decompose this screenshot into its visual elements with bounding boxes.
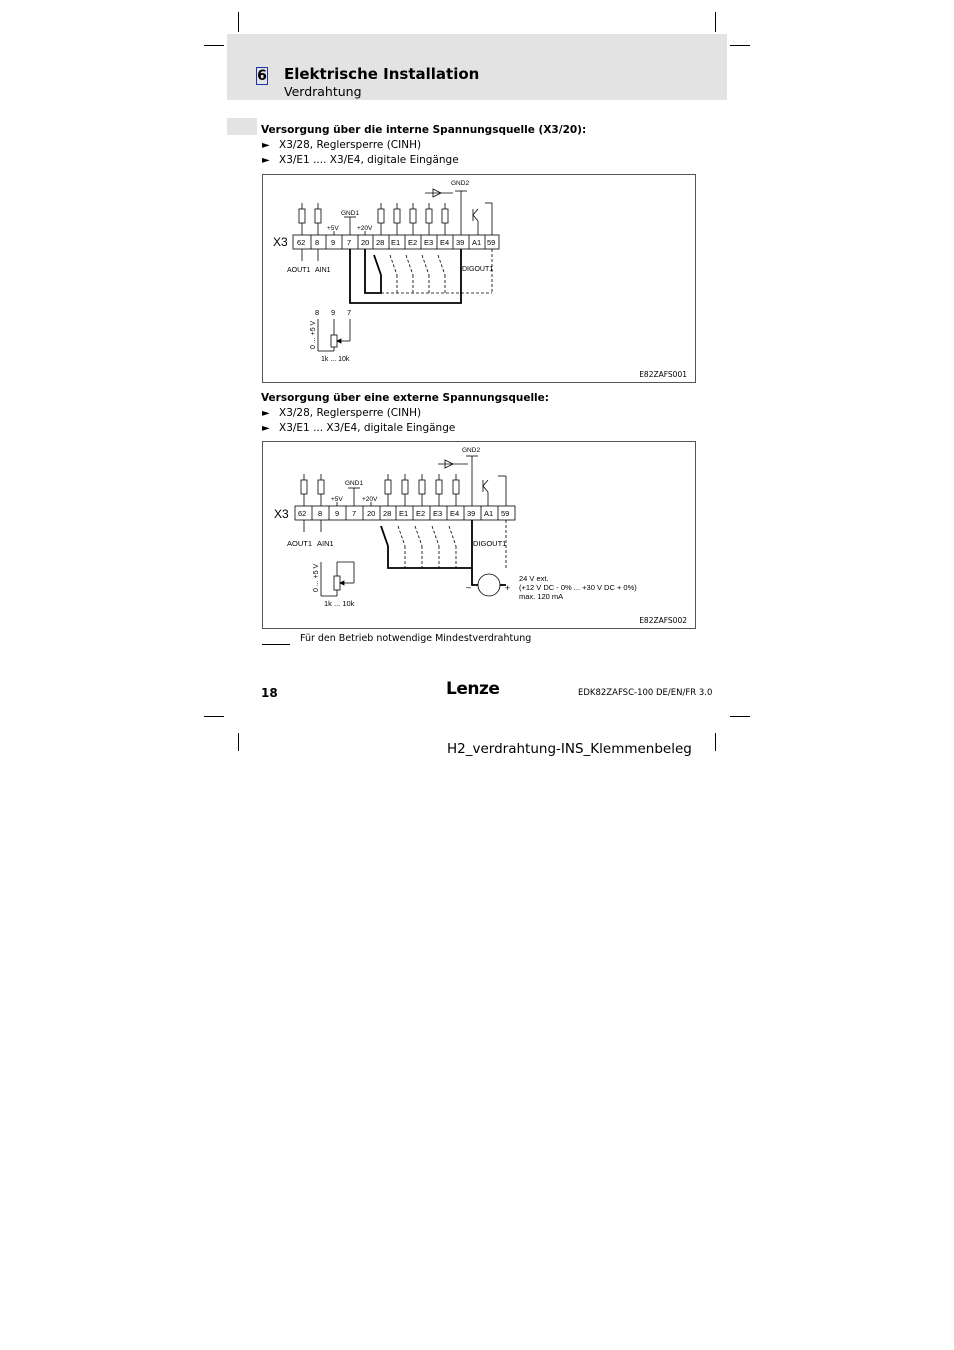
terminal-label: 62 xyxy=(298,509,307,518)
wiring-diagram-external-svg xyxy=(263,442,695,628)
gnd1-label: GND1 xyxy=(345,480,364,487)
terminal-label: A1 xyxy=(472,238,482,247)
pot-range-label: 1k ... 10k xyxy=(321,356,350,363)
crop-mark xyxy=(730,45,750,46)
supply-line: max. 120 mA xyxy=(519,592,564,601)
section1-bullet xyxy=(262,154,459,166)
crop-mark xyxy=(715,12,716,32)
crop-mark xyxy=(730,716,750,717)
terminal-label: 20 xyxy=(361,238,370,247)
digout1-label: DIGOUT1 xyxy=(462,266,494,273)
digout1-label: DIGOUT1 xyxy=(473,539,507,548)
terminal-label: E4 xyxy=(450,509,460,518)
terminal-label: E4 xyxy=(440,238,450,247)
plus20v-label: +20V xyxy=(357,225,373,232)
document-id: EDK82ZAFSC-100 DE/EN/FR 3.0 xyxy=(578,688,713,698)
terminal-label: E2 xyxy=(408,238,418,247)
pot-voltage-label: 0 ... +5 V xyxy=(310,320,317,349)
connector-label: X3 xyxy=(274,507,289,521)
bullet-arrow-icon: ► xyxy=(262,408,270,419)
terminal-label: 28 xyxy=(383,509,392,518)
crop-mark xyxy=(204,45,224,46)
section2-bullet xyxy=(262,422,455,434)
terminal-label: E1 xyxy=(399,509,409,518)
plus5v-label: +5V xyxy=(327,225,339,232)
supply-line: (+12 V DC - 0% ... +30 V DC + 0%) xyxy=(519,583,637,592)
chapter-subtitle: Verdrahtung xyxy=(284,84,362,99)
page-number: 18 xyxy=(261,686,278,700)
terminal-label: 39 xyxy=(456,238,465,247)
wiring-diagram-external xyxy=(262,441,696,629)
pot-pin-label: 9 xyxy=(331,308,336,317)
pot-voltage-label: 0 ... +5 V xyxy=(313,563,320,592)
bullet-arrow-icon: ► xyxy=(262,140,270,151)
bullet-text: X3/E1 ... X3/E4, digitale Eingänge xyxy=(279,422,456,434)
figure-id: E82ZAFS002 xyxy=(639,616,687,625)
minus-label: – xyxy=(466,582,472,592)
terminal-label: 39 xyxy=(467,509,476,518)
section2-bullet xyxy=(262,407,421,419)
gnd2-label: GND2 xyxy=(462,447,481,454)
terminal-label: 9 xyxy=(331,238,336,247)
ain1-label: AIN1 xyxy=(315,267,331,274)
pot-pin-label: 7 xyxy=(347,308,352,317)
crop-mark xyxy=(238,12,239,32)
lenze-logo: Lenze xyxy=(446,679,500,699)
terminal-label: E3 xyxy=(424,238,434,247)
supply-line: 24 V ext. xyxy=(519,574,549,583)
terminal-label: A1 xyxy=(484,509,494,518)
section1-bullet xyxy=(262,139,421,151)
figure-id: E82ZAFS001 xyxy=(639,370,687,379)
file-note: H2_verdrahtung-INS_Klemmenbeleg xyxy=(447,741,692,757)
terminal-label: 8 xyxy=(318,509,323,518)
crop-mark xyxy=(204,716,224,717)
plus-label: + xyxy=(505,583,511,593)
pot-pin-label: 8 xyxy=(315,308,320,317)
bullet-arrow-icon: ► xyxy=(262,155,270,166)
wiring-diagram-internal xyxy=(262,174,696,383)
terminal-label: 9 xyxy=(335,509,340,518)
connector-label: X3 xyxy=(273,235,288,249)
terminal-label: E2 xyxy=(416,509,426,518)
bullet-text: X3/28, Reglersperre (CINH) xyxy=(279,407,422,419)
bullet-arrow-icon: ► xyxy=(262,423,270,434)
plus5v-label: +5V xyxy=(331,496,343,503)
terminal-label: 59 xyxy=(501,509,510,518)
crop-mark xyxy=(238,733,239,751)
terminal-label: 7 xyxy=(347,238,352,247)
terminal-label: 20 xyxy=(367,509,376,518)
aout1-label: AOUT1 xyxy=(287,267,311,274)
crop-mark xyxy=(715,733,716,751)
terminal-label: E1 xyxy=(391,238,401,247)
bullet-text: X3/28, Reglersperre (CINH) xyxy=(279,139,422,151)
legend-line-sample xyxy=(262,644,290,645)
chapter-title: Elektrische Installation xyxy=(284,65,480,83)
terminal-label: 7 xyxy=(352,509,357,518)
pot-range-label: 1k ... 10k xyxy=(324,599,355,608)
wiring-diagram-internal-svg xyxy=(263,175,695,382)
aout1-label: AOUT1 xyxy=(287,539,313,548)
bullet-text: X3/E1 .... X3/E4, digitale Eingänge xyxy=(279,154,459,166)
section1-heading: Versorgung über die interne Spannungsquelle (X3/20): xyxy=(261,124,587,136)
margin-tab xyxy=(227,118,257,135)
terminal-label: 59 xyxy=(487,238,496,247)
chapter-number: 6 xyxy=(257,68,267,84)
gnd1-label: GND1 xyxy=(341,210,360,217)
terminal-label: 28 xyxy=(376,238,385,247)
gnd2-label: GND2 xyxy=(451,180,470,187)
ain1-label: AIN1 xyxy=(317,539,334,548)
terminal-label: E3 xyxy=(433,509,443,518)
terminal-label: 8 xyxy=(315,238,320,247)
plus20v-label: +20V xyxy=(362,496,378,503)
legend-text: Für den Betrieb notwendige Mindestverdrahtung xyxy=(300,633,532,644)
terminal-label: 62 xyxy=(297,238,306,247)
section2-heading: Versorgung über eine externe Spannungsquelle: xyxy=(261,392,549,404)
